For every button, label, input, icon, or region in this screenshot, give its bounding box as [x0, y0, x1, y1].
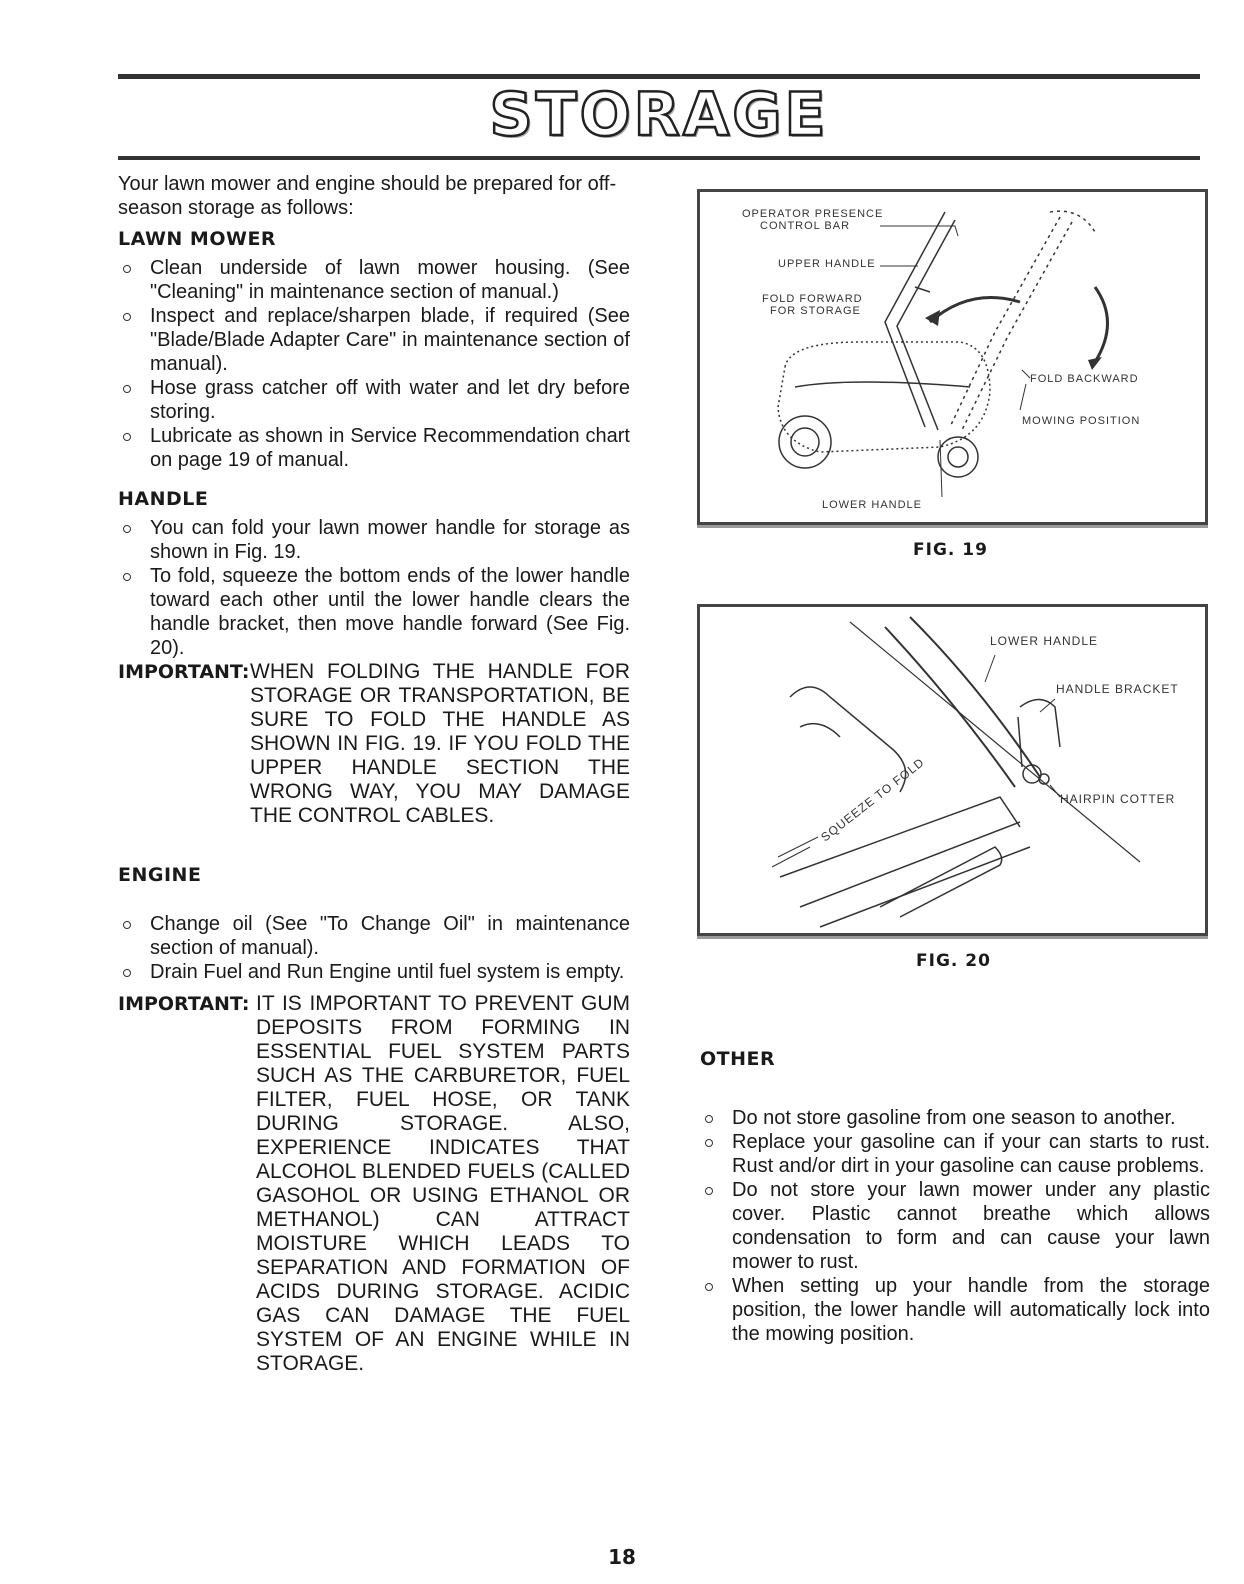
list-item: Hose grass catcher off with water and let dry before storing.: [118, 376, 630, 424]
list-item: To fold, squeeze the bottom ends of the lower handle toward each other until the lower handle clears the handle bracket, then move handle forward (See Fig. 20).: [118, 564, 630, 660]
page-title: STORAGE: [489, 80, 829, 150]
label-lower-handle: LOWER HANDLE: [822, 499, 923, 511]
engine-heading: ENGINE: [118, 864, 202, 886]
list-item: Replace your gasoline can if your can starts to rust. Rust and/or dirt in your gasoline can cause problems.: [700, 1130, 1210, 1178]
label-fold-forward: FOLD FORWARD: [762, 293, 863, 305]
handle-heading: HANDLE: [118, 488, 209, 510]
label-control-bar: CONTROL BAR: [760, 220, 851, 232]
left-column: [118, 172, 630, 1376]
list-item: Clean underside of lawn mower housing. (See "Cleaning" in maintenance section of manual.): [118, 256, 630, 304]
other-heading: OTHER: [700, 1048, 776, 1070]
list-item: Lubricate as shown in Service Recommendation chart on page 19 of manual.: [118, 424, 630, 472]
label-lower-handle: LOWER HANDLE: [990, 634, 1099, 648]
figure-20: [697, 604, 1208, 936]
list-item: You can fold your lawn mower handle for storage as shown in Fig. 19.: [118, 516, 630, 564]
lawn-mower-list: [118, 256, 630, 472]
handle-list: [118, 516, 630, 660]
important-label: IMPORTANT:: [118, 993, 250, 1015]
important-text: WHEN FOLDING THE HANDLE FOR STORAGE OR TRANSPORTATION, BE SURE TO FOLD THE HANDLE AS SHOWN IN FIG. 19. IF YOU FOLD THE UPPER HANDLE SECTION THE WRONG WAY, YOU MAY DAMAGE THE CONTROL CABLES.: [250, 660, 630, 827]
right-column: [700, 1040, 1210, 1346]
fig19-illustration: [700, 192, 1205, 522]
label-mowing-position: MOWING POSITION: [1022, 415, 1141, 427]
figure-19: [697, 189, 1208, 525]
list-item: When setting up your handle from the storage position, the lower handle will automatically lock into the mowing position.: [700, 1274, 1210, 1346]
lawn-mower-heading: LAWN MOWER: [118, 228, 277, 250]
header-rule-bottom: [118, 156, 1200, 160]
important-label: IMPORTANT:: [118, 661, 250, 683]
label-squeeze-to-fold: SQUEEZE TO FOLD: [818, 754, 928, 845]
label-fold-backward: FOLD BACKWARD: [1030, 373, 1139, 385]
label-for-storage: FOR STORAGE: [770, 305, 861, 317]
label-operator-presence: OPERATOR PRESENCE: [742, 208, 884, 220]
page-number: 18: [608, 1545, 636, 1569]
list-item: Do not store your lawn mower under any plastic cover. Plastic cannot breathe which allows condensation to form and can cause your lawn mower to rust.: [700, 1178, 1210, 1274]
list-item: Change oil (See "To Change Oil" in maintenance section of manual).: [118, 912, 630, 960]
fig19-caption: FIG. 19: [913, 540, 988, 560]
list-item: Inspect and replace/sharpen blade, if required (See "Blade/Blade Adapter Care" in maintenance section of manual).: [118, 304, 630, 376]
label-hairpin-cotter: HAIRPIN COTTER: [1060, 792, 1176, 806]
intro-text: Your lawn mower and engine should be prepared for off-season storage as follows:: [118, 173, 617, 219]
label-handle-bracket: HANDLE BRACKET: [1056, 682, 1179, 696]
header-rule-top: [118, 74, 1200, 79]
important-text: IT IS IMPORTANT TO PREVENT GUM DEPOSITS FROM FORMING IN ESSENTIAL FUEL SYSTEM PARTS SUCH AS THE CARBURETOR, FUEL FILTER, FUEL HOSE, OR TANK DURING STORAGE. ALSO, EXPERIENCE INDICATES THAT ALCOHOL BLENDED FUELS (CALLED GASOHOL OR USING ETHANOL OR METHANOL) CAN ATTRACT MOISTURE WHICH LEADS TO SEPARATION AND FORMATION OF ACIDS DURING STORAGE. ACIDIC GAS CAN DAMAGE THE FUEL SYSTEM OF AN ENGINE WHILE IN STORAGE.: [256, 992, 630, 1375]
engine-important-note: [118, 992, 630, 1376]
list-item: Do not store gasoline from one season to another.: [700, 1106, 1210, 1130]
handle-important-note: [118, 660, 630, 828]
other-list: [700, 1106, 1210, 1346]
list-item: Drain Fuel and Run Engine until fuel system is empty.: [118, 960, 630, 984]
fig20-illustration: [700, 607, 1205, 933]
label-upper-handle: UPPER HANDLE: [778, 258, 876, 270]
fig20-caption: FIG. 20: [916, 951, 991, 971]
engine-list: [118, 912, 630, 984]
